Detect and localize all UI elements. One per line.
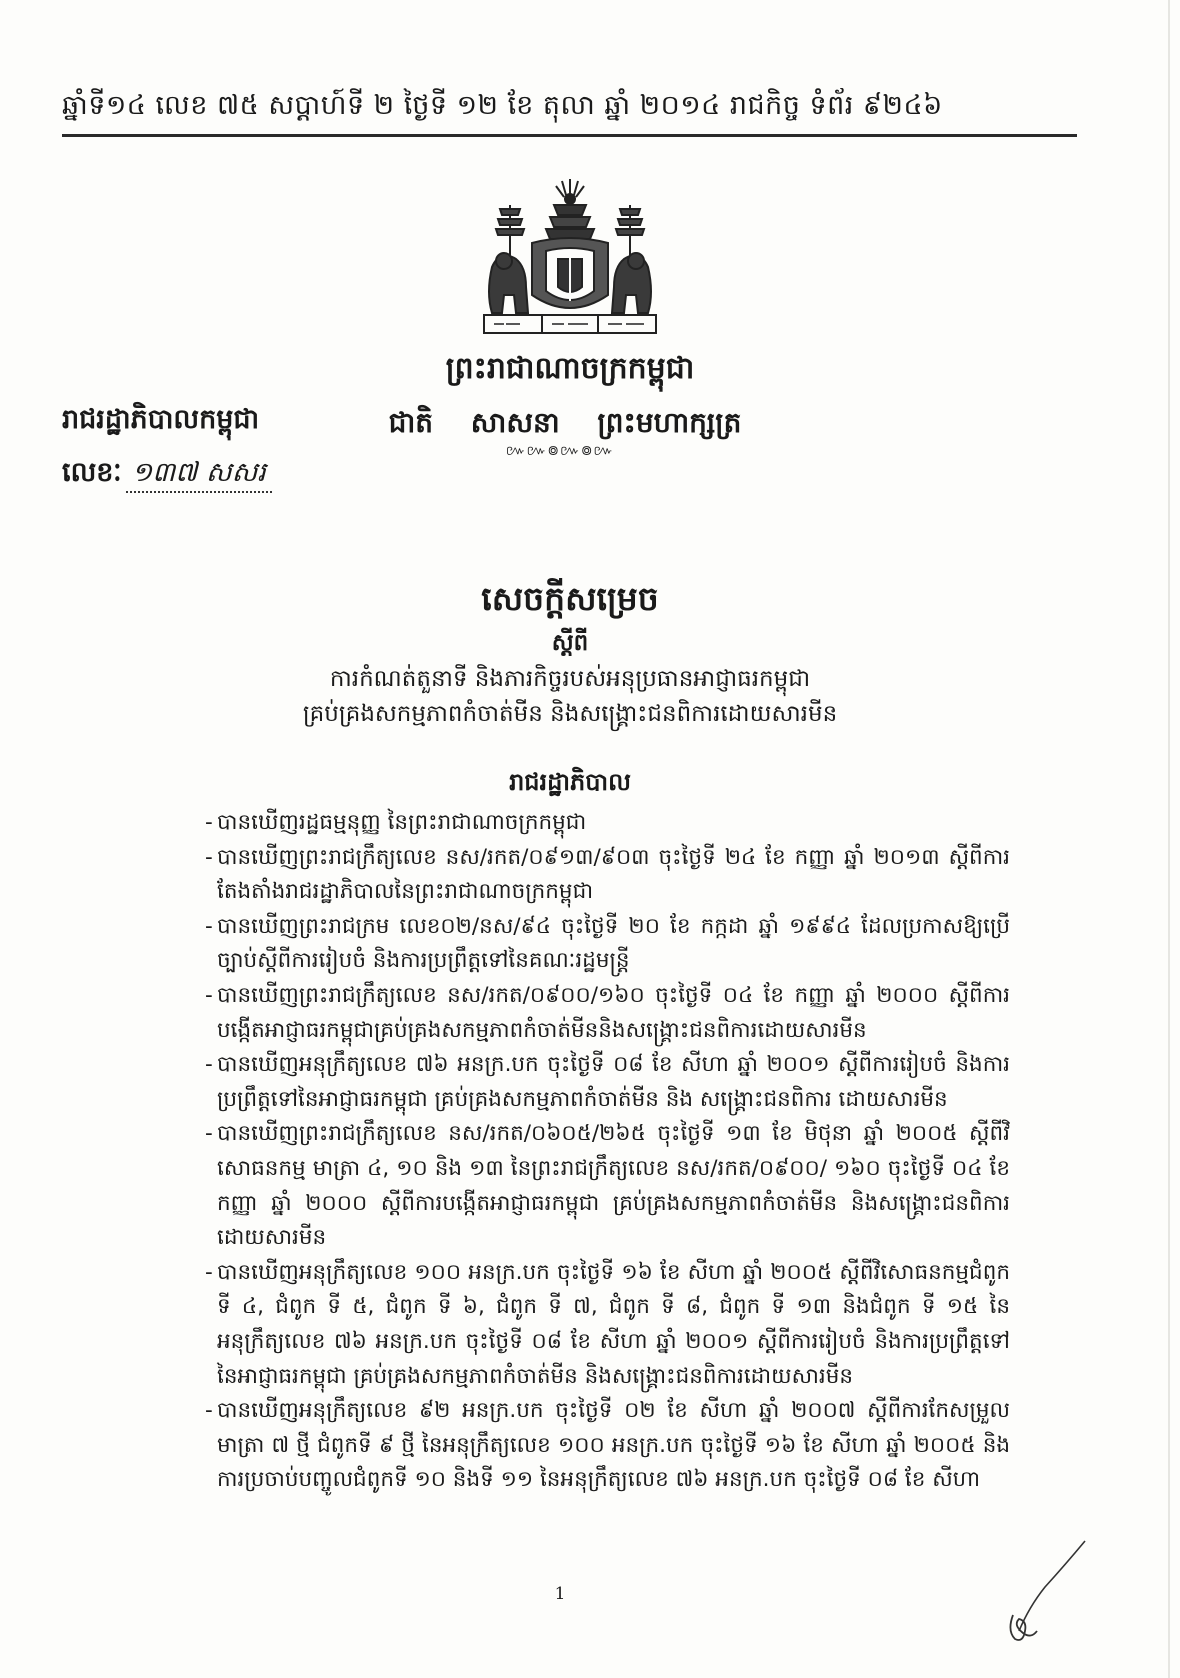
citation-item [205, 1117, 1010, 1255]
citation-text: បានឃើញអនុក្រឹត្យលេខ ៧៦ អនក្រ.បក ចុះថ្ងៃទី ០៨ ខែ សីហា ឆ្នាំ ២០០១ ស្តីពីការរៀបចំ និងការប្រព្រឹត្តទៅនៃអាជ្ញាធរកម្ពុជា គ្រប់គ្រងសកម្មភាពកំចាត់មីន និង សង្គ្រោះជនពិការ ដោយសារមីន [217, 1052, 1010, 1112]
citation-item [205, 910, 1010, 979]
citation-item [205, 806, 1010, 841]
national-motto: ជាតិ សាសនា ព្រះមហាក្សត្រ [388, 406, 742, 439]
citation-text: បានឃើញអនុក្រឹត្យលេខ ៩២ អនក្រ.បក ចុះថ្ងៃទី ០២ ខែ សីហា ឆ្នាំ ២០០៧ ស្តីពីការកែសម្រួលមាត្រា ៧ ថ្មី ជំពូកទី ៩ ថ្មី នៃអនុក្រឹត្យលេខ ១០០ អនក្រ.បក ចុះថ្ងៃទី ១៦ ខែ សីហា ឆ្នាំ ២០០៥ និងការប្រចាប់បញ្ចូលជំពូកទី ១០ និងទី ១១ នៃអនុក្រឹត្យលេខ ៧៦ អនក្រ.បក ចុះថ្ងៃទី ០៨ ខែ សីហា [217, 1398, 1010, 1493]
bullet-dash: - [205, 1259, 213, 1285]
bullet-dash: - [205, 913, 213, 939]
bullet-dash: - [205, 810, 213, 835]
citation-text: បានឃើញរដ្ឋធម្មនុញ្ញ នៃព្រះរាជាណាចក្រកម្ពុជា [217, 810, 587, 835]
subject-line-2: គ្រប់គ្រងសកម្មភាពកំចាត់មីន និងសង្គ្រោះជនពិការដោយសារមីន [302, 701, 838, 727]
reference-number [62, 455, 272, 493]
page-number: 1 [554, 1584, 566, 1604]
citations-list [205, 806, 1010, 1498]
bullet-dash: - [205, 1398, 213, 1424]
citation-text: បានឃើញព្រះរាជក្រឹត្យលេខ នស/រកត/០៩០០/១៦០ ចុះថ្ងៃទី ០៤ ខែ កញ្ញា ឆ្នាំ ២០០០ ស្តីពីការបង្កើតអាជ្ញាធរកម្ពុជាគ្រប់គ្រងសកម្មភាពកំចាត់មីននិងសង្គ្រោះជនពិការដោយសារមីន [217, 982, 1010, 1043]
reference-label: លេខៈ [62, 457, 122, 488]
royal-coat-of-arms-icon [470, 175, 670, 347]
bullet-dash: - [205, 982, 213, 1008]
document-title: សេចក្តីសម្រេច [481, 579, 659, 618]
bullet-dash: - [205, 1052, 213, 1078]
kingdom-title: ព្រះរាជាណាចក្រកម្ពុជា [445, 351, 695, 386]
bullet-dash: - [205, 1121, 213, 1147]
citation-text: បានឃើញព្រះរាជក្រម លេខ០២/នស/៩៤ ចុះថ្ងៃទី ២០ ខែ កក្កដា ឆ្នាំ ១៩៩៤ ដែលប្រកាសឱ្យប្រើច្បាប់ស្តីពីការរៀបចំ និងការប្រព្រឹត្តទៅនៃគណៈរដ្ឋមន្ត្រី [217, 913, 1010, 974]
citation-text: បានឃើញអនុក្រឹត្យលេខ ១០០ អនក្រ.បក ចុះថ្ងៃទី ១៦ ខែ សីហា ឆ្នាំ ២០០៥ ស្តីពីវិសោធនកម្មជំពូក ទី ៤, ជំពូក ទី ៥, ជំពូក ទី ៦, ជំពូក ទី ៧, ជំពូក ទី ៨, ជំពូក ទី ១៣ និងជំពូក ទី ១៥ នៃអនុក្រឹត្យលេខ ៧៦ អនក្រ.បក ចុះថ្ងៃទី ០៨ ខែ សីហា ឆ្នាំ ២០០១ ស្តីពីការរៀបចំ និងការប្រព្រឹត្តទៅនៃអាជ្ញាធរកម្ពុជា គ្រប់គ្រងសកម្មភាពកំចាត់មីន និងសង្គ្រោះជនពិការដោយសារមីន [217, 1259, 1010, 1389]
citation-item [205, 841, 1010, 910]
citation-item [205, 979, 1010, 1048]
header-rule [62, 134, 1077, 137]
citation-item [205, 1256, 1010, 1394]
citation-text: បានឃើញព្រះរាជក្រឹត្យលេខ នស/រកត/០៦០៥/២៦៥ ចុះថ្ងៃទី ១៣ ខែ មិថុនា ឆ្នាំ ២០០៥ ស្តីពីវិសោធនកម្ម មាត្រា ៤, ១០ និង ១៣ នៃព្រះរាជក្រឹត្យលេខ នស/រកត/០៩០០/ ១៦០ ចុះថ្ងៃទី ០៤ ខែ កញ្ញា ឆ្នាំ ២០០០ ស្តីពីការបង្កើតអាជ្ញាធរកម្ពុជា គ្រប់គ្រងសកម្មភាពកំចាត់មីន និងសង្គ្រោះជនពិការដោយសារមីន [217, 1121, 1010, 1251]
citation-item [205, 1394, 1010, 1498]
government-heading: រាជរដ្ឋាភិបាល [509, 768, 631, 796]
citation-text: បានឃើញព្រះរាជក្រឹត្យលេខ នស/រកត/០៩១៣/៩០៣ ចុះថ្ងៃទី ២៤ ខែ កញ្ញា ឆ្នាំ ២០១៣ ស្តីពីការតែងតាំងរាជរដ្ឋាភិបាលនៃព្រះរាជាណាចក្រកម្ពុជា [217, 844, 1010, 905]
government-name: រាជរដ្ឋាភិបាលកម្ពុជា [62, 404, 260, 435]
gazette-header: ឆ្នាំទី១៤ លេខ ៧៥ សប្តាហ៍ទី ២ ថ្ងៃទី ១២ ខែ តុលា ឆ្នាំ ២០១៤ រាជកិច្ច ទំព័រ ៩២៤៦ [62, 90, 943, 121]
signature-icon [985, 1535, 1095, 1645]
concerning-label: ស្តីពី [551, 630, 589, 656]
ornament-divider: ៚៚៙៚៙៚ [505, 443, 615, 459]
subject-line-1: ការកំណត់តួនាទី និងភារកិច្ចរបស់អនុប្រធានអាជ្ញាធរកម្ពុជា [329, 666, 811, 692]
citation-item [205, 1048, 1010, 1117]
scan-edge [1168, 0, 1170, 1678]
bullet-dash: - [205, 844, 213, 870]
reference-value: ១៣៧ សសរ [126, 455, 272, 493]
